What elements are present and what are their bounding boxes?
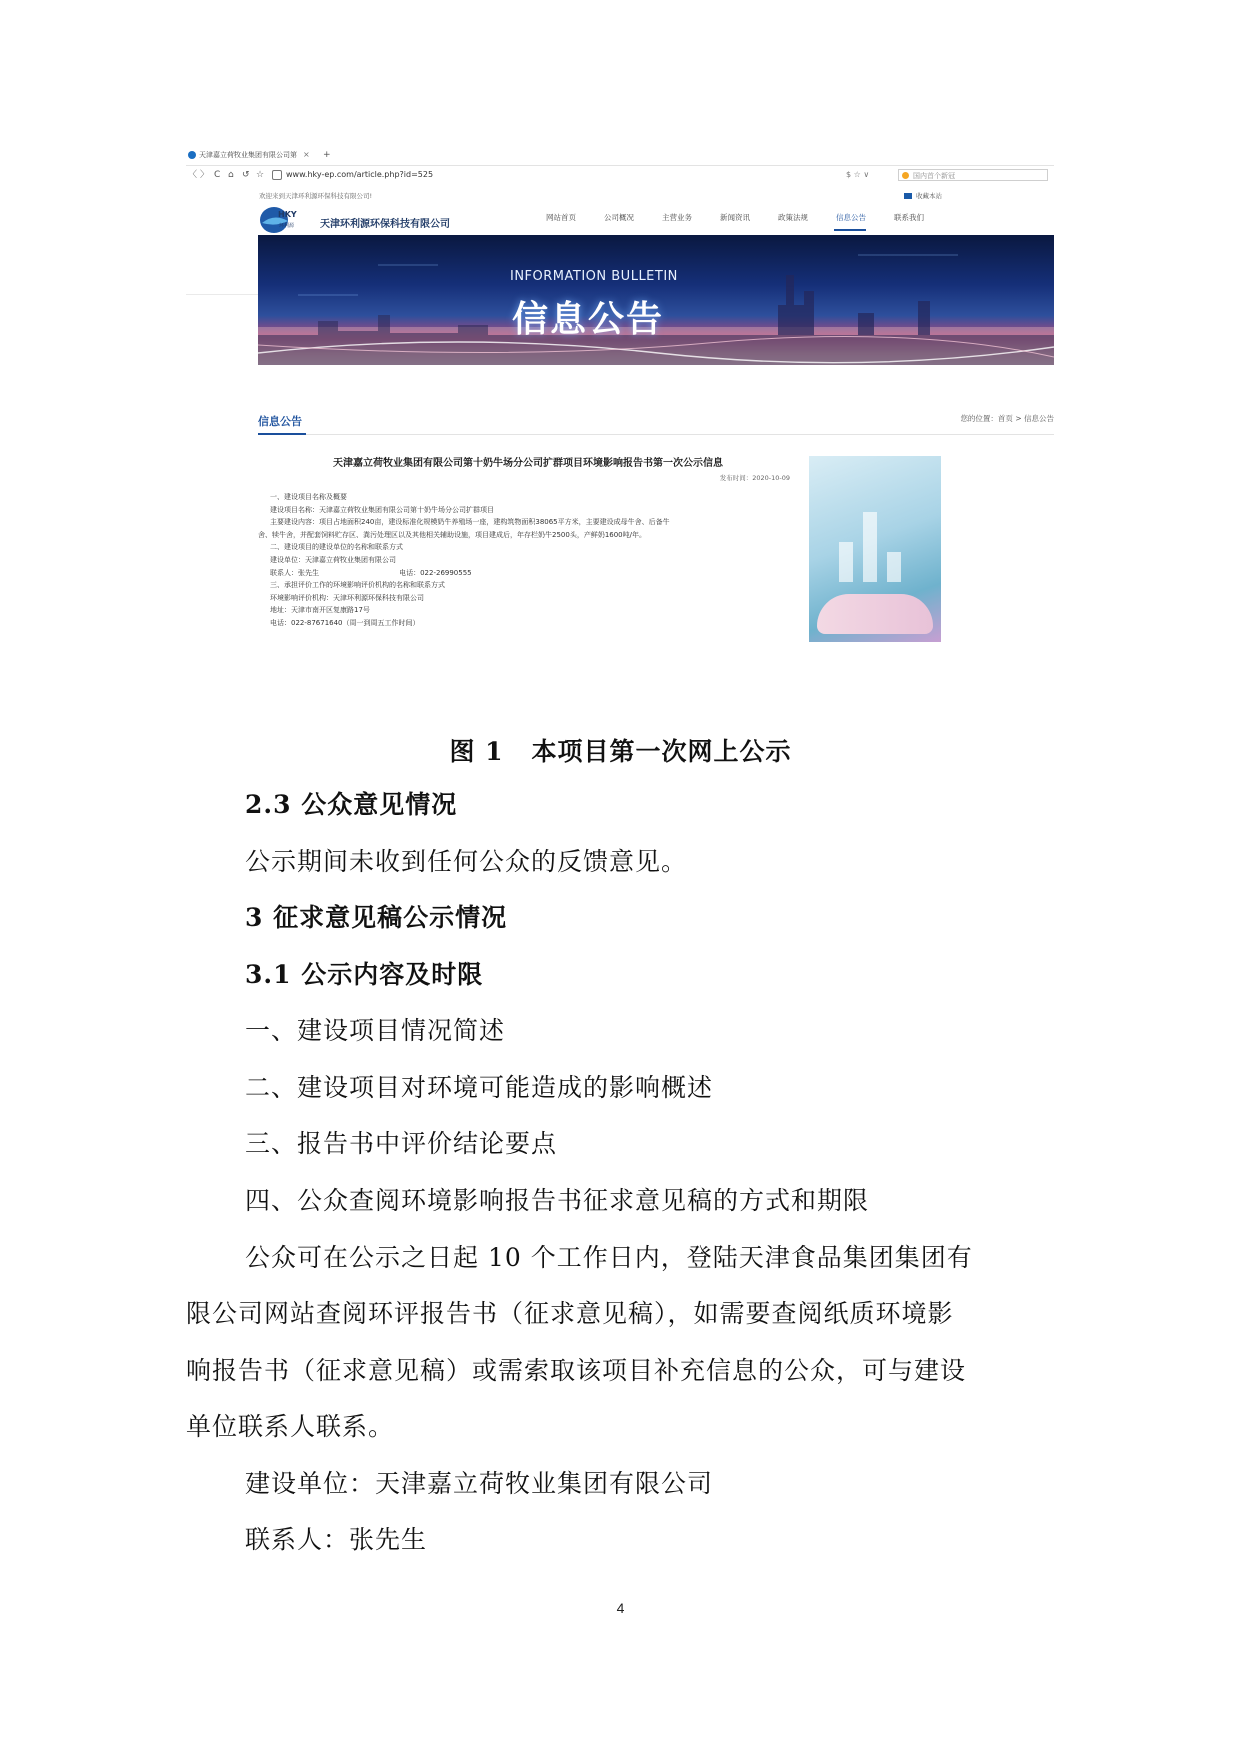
nav-bulletin[interactable]: 信息公告 <box>836 213 866 222</box>
company-name: 天津环利源环保科技有限公司 <box>320 219 450 230</box>
browser-search-input[interactable] <box>898 169 1048 181</box>
banner-english-title: INFORMATION BULLETIN <box>510 269 678 284</box>
figure-caption <box>0 732 1241 768</box>
contact-person: 联系人：张先生 <box>245 1525 428 1554</box>
article-line: 二、建设项目的建设单位的名称和联系方式 <box>270 543 403 552</box>
image-bar <box>863 512 877 582</box>
new-tab-icon[interactable]: + <box>323 150 331 160</box>
mail-icon <box>904 193 912 199</box>
article-line: 舍、犊牛舍，并配套饲料贮存区、粪污处理区以及其他相关辅助设施，项目建成后，年存栏奶牛2500头，产鲜奶1600吨/年。 <box>258 530 646 539</box>
image-bar <box>887 552 901 582</box>
nav-contact[interactable]: 联系我们 <box>894 213 924 222</box>
section-title: 信息公告 <box>258 415 302 428</box>
construction-unit: 建设单位：天津嘉立荷牧业集团有限公司 <box>245 1469 714 1498</box>
address-bar <box>186 165 1054 184</box>
figure-caption-text: 本项目第一次网上公示 <box>531 737 792 766</box>
section-header <box>258 407 1054 437</box>
side-decorative-image <box>809 456 941 642</box>
heading-2-3: 2.3 公众意见情况 <box>245 790 458 819</box>
company-logo[interactable] <box>258 205 298 235</box>
article-body <box>258 491 798 630</box>
search-engine-icon <box>902 172 909 179</box>
bookmark-icon[interactable]: ☆ <box>256 170 265 180</box>
article-date: 发布时间：2020-10-09 <box>719 474 790 482</box>
section-divider <box>258 434 1054 435</box>
paragraph-line: 公众可在公示之日起 10 个工作日内，登陆天津食品集团集团有 <box>245 1243 973 1272</box>
section-title-underline <box>258 433 306 435</box>
figure-number: 图 1 <box>449 737 504 766</box>
lock-icon <box>272 170 282 180</box>
site-header <box>186 203 1054 239</box>
paragraph-line: 限公司网站查阅环评报告书（征求意见稿），如需要查阅纸质环境影 <box>186 1299 954 1328</box>
site-favicon-icon <box>188 151 196 159</box>
browser-tab[interactable] <box>188 148 314 162</box>
heading-3-1: 3.1 公示内容及时限 <box>245 960 484 989</box>
collect-link[interactable] <box>904 191 942 200</box>
article-title: 天津嘉立荷牧业集团有限公司第十奶牛场分公司扩群项目环境影响报告书第一次公示信息 <box>333 458 723 469</box>
breadcrumb[interactable]: 您的位置：首页 > 信息公告 <box>960 414 1054 423</box>
address-bar-tools[interactable]: $ ☆ ∨ <box>846 170 870 179</box>
browser-tab-bar <box>186 148 1054 162</box>
paragraph-line: 响报告书（征求意见稿）或需索取该项目补充信息的公众，可与建设 <box>186 1356 967 1385</box>
article-line: 地址：天津市南开区复康路17号 <box>270 606 370 615</box>
article-line: 主要建设内容：项目占地面积240亩，建设标准化规模奶牛养殖场一座，建构筑物面积38065平方米，主要建设成母牛舍、后备牛 <box>270 518 670 527</box>
article-line: 电话：022-87671640（周一到周五工作时间） <box>270 618 420 627</box>
url-field[interactable] <box>272 168 433 182</box>
page-number: 4 <box>616 1600 625 1616</box>
nav-business[interactable]: 主营业务 <box>662 213 692 222</box>
image-bar <box>839 542 853 582</box>
nav-policy[interactable]: 政策法规 <box>778 213 808 222</box>
list-item-2: 二、建设项目对环境可能造成的影响概述 <box>245 1073 714 1102</box>
article-line: 三、承担评价工作的环境影响评价机构的名称和联系方式 <box>270 581 445 590</box>
bulletin-banner <box>258 235 1054 365</box>
url-text: www.hky-ep.com/article.php?id=525 <box>286 170 434 179</box>
image-hand <box>817 594 933 634</box>
paragraph-2-3: 公示期间未收到任何公众的反馈意见。 <box>245 847 688 876</box>
nav-home[interactable]: 网站首页 <box>546 213 576 222</box>
article <box>258 454 798 714</box>
heading-3: 3 征求意见稿公示情况 <box>245 903 508 932</box>
article-line: 环境影响评价机构：天津环利源环保科技有限公司 <box>270 593 424 602</box>
list-item-3: 三、报告书中评价结论要点 <box>245 1129 558 1158</box>
home-icon[interactable]: ⌂ <box>228 170 234 180</box>
welcome-text: 欢迎来到天津环利源环保科技有限公司! <box>259 192 373 200</box>
article-line: 建设单位：天津嘉立荷牧业集团有限公司 <box>270 555 396 564</box>
nav-active-indicator <box>834 229 866 231</box>
article-line: 联系人：张先生 电话：022-26990555 <box>270 568 472 577</box>
banner-chinese-title: 信息公告 <box>512 299 665 340</box>
site-nav <box>546 203 1054 239</box>
article-line: 建设项目名称：天津嘉立荷牧业集团有限公司第十奶牛场分公司扩群项目 <box>270 505 494 514</box>
tab-title: 天津嘉立荷牧业集团有限公司第 <box>199 151 297 159</box>
list-item-1: 一、建设项目情况简述 <box>245 1016 506 1045</box>
article-line: 一、建设项目名称及概要 <box>270 493 347 501</box>
back-icon[interactable]: 〈 <box>188 170 198 180</box>
logo-subtext: 环利源 <box>279 223 295 229</box>
nav-about[interactable]: 公司概况 <box>604 213 634 222</box>
collect-label: 收藏本站 <box>916 192 942 200</box>
list-item-4: 四、公众查阅环境影响报告书征求意见稿的方式和期限 <box>245 1186 870 1215</box>
paragraph-line: 单位联系人联系。 <box>186 1412 395 1441</box>
search-placeholder: 国内首个新冠 <box>913 172 955 180</box>
figure-screenshot <box>186 143 1054 721</box>
logo-text: HKY <box>278 210 297 219</box>
forward-icon[interactable]: 〉 <box>200 170 210 180</box>
reload-icon[interactable]: C <box>214 170 221 180</box>
tab-close-icon[interactable]: × <box>303 150 310 159</box>
nav-news[interactable]: 新闻资讯 <box>720 213 750 222</box>
undo-icon[interactable]: ↺ <box>242 170 250 180</box>
